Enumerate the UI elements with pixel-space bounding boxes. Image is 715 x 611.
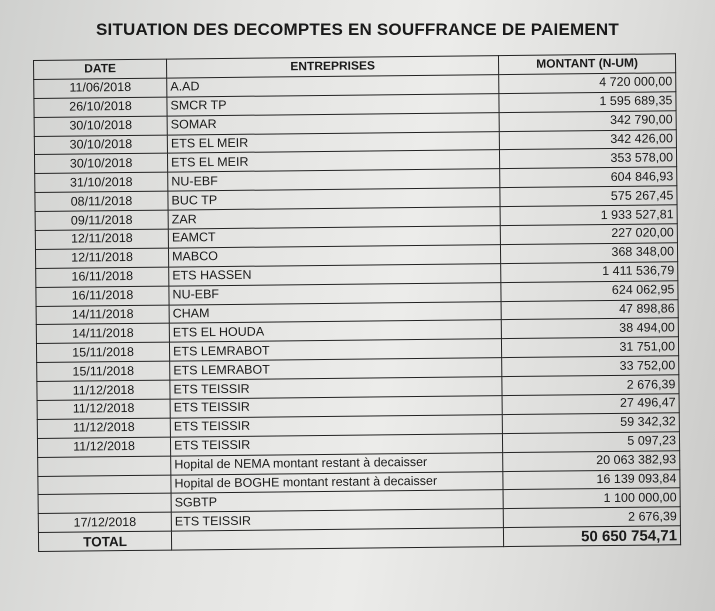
entreprise-cell: ETS TEISSIR	[170, 396, 502, 418]
date-cell: 12/11/2018	[35, 248, 168, 268]
entreprise-cell: ETS EL HOUDA	[169, 320, 501, 342]
payments-table	[33, 53, 681, 552]
montant-cell: 33 752,00	[502, 356, 679, 377]
total-empty-cell	[171, 528, 503, 550]
date-cell: 16/11/2018	[36, 267, 169, 287]
montant-cell: 624 062,95	[501, 280, 678, 301]
montant-cell: 59 342,32	[502, 413, 679, 434]
entreprise-cell: ETS TEISSIR	[170, 415, 502, 437]
date-cell: 30/10/2018	[34, 154, 167, 174]
entreprise-cell: ETS EL MEIR	[168, 150, 500, 172]
entreprise-cell: NU-EBF	[169, 282, 501, 304]
entreprise-cell: ETS LEMRABOT	[170, 358, 502, 380]
date-cell: 31/10/2018	[35, 172, 168, 192]
date-cell: 08/11/2018	[35, 191, 168, 211]
entreprise-cell: ETS TEISSIR	[171, 509, 503, 531]
total-label: TOTAL	[38, 531, 171, 551]
entreprise-cell: ETS LEMRABOT	[169, 339, 501, 361]
entreprise-cell: ETS TEISSIR	[170, 377, 502, 399]
montant-cell: 575 267,45	[500, 186, 677, 207]
montant-cell: 20 063 382,93	[503, 450, 680, 471]
entreprise-cell: BUC TP	[168, 188, 500, 210]
montant-cell: 2 676,39	[503, 507, 680, 528]
date-cell: 09/11/2018	[35, 210, 168, 230]
montant-cell: 16 139 093,84	[503, 469, 680, 490]
montant-cell: 368 348,00	[501, 243, 678, 264]
date-cell: 11/06/2018	[34, 78, 167, 98]
montant-cell: 353 578,00	[500, 148, 677, 169]
entreprise-cell: Hopital de BOGHE montant restant à decaisser	[171, 471, 503, 493]
header-date: DATE	[34, 59, 167, 79]
date-cell: 30/10/2018	[34, 116, 167, 136]
date-cell	[38, 475, 171, 495]
date-cell: 11/12/2018	[37, 380, 170, 400]
date-cell: 30/10/2018	[34, 135, 167, 155]
montant-cell: 4 720 000,00	[499, 73, 676, 94]
total-amount: 50 650 754,71	[504, 526, 681, 547]
montant-cell: 47 898,86	[501, 299, 678, 320]
entreprise-cell: NU-EBF	[168, 169, 500, 191]
header-montant: MONTANT (N-UM)	[499, 54, 676, 75]
header-entreprises: ENTREPRISES	[167, 56, 499, 78]
date-cell: 16/11/2018	[36, 286, 169, 306]
date-cell: 11/12/2018	[37, 418, 170, 438]
date-cell	[38, 456, 171, 476]
montant-cell: 604 846,93	[500, 167, 677, 188]
entreprise-cell: EAMCT	[168, 226, 500, 248]
date-cell: 14/11/2018	[36, 305, 169, 325]
entreprise-cell: ZAR	[168, 207, 500, 229]
date-cell: 11/12/2018	[37, 399, 170, 419]
entreprise-cell: SOMAR	[167, 112, 499, 134]
entreprise-cell: ETS HASSEN	[169, 263, 501, 285]
montant-cell: 227 020,00	[500, 224, 677, 245]
montant-cell: 38 494,00	[501, 318, 678, 339]
date-cell: 11/12/2018	[37, 437, 170, 457]
entreprise-cell: SGBTP	[171, 490, 503, 512]
entreprise-cell: ETS TEISSIR	[170, 433, 502, 455]
entreprise-cell: ETS EL MEIR	[167, 131, 499, 153]
date-cell: 26/10/2018	[34, 97, 167, 117]
table-body	[34, 73, 681, 533]
document-title: SITUATION DES DECOMPTES EN SOUFFRANCE DE PAIEMENT	[96, 20, 619, 39]
date-cell: 17/12/2018	[38, 512, 171, 532]
date-cell: 15/11/2018	[36, 342, 169, 362]
montant-cell: 342 426,00	[499, 129, 676, 150]
montant-cell: 1 933 527,81	[500, 205, 677, 226]
montant-cell: 1 100 000,00	[503, 488, 680, 509]
entreprise-cell: MABCO	[169, 245, 501, 267]
date-cell	[38, 494, 171, 514]
date-cell: 14/11/2018	[36, 324, 169, 344]
entreprise-cell: A.AD	[167, 75, 499, 97]
entreprise-cell: SMCR TP	[167, 93, 499, 115]
montant-cell: 1 411 536,79	[501, 262, 678, 283]
entreprise-cell: CHAM	[169, 301, 501, 323]
montant-cell: 342 790,00	[499, 110, 676, 131]
montant-cell: 31 751,00	[502, 337, 679, 358]
entreprise-cell: Hopital de NEMA montant restant à decaisser	[171, 452, 503, 474]
montant-cell: 2 676,39	[502, 375, 679, 396]
date-cell: 15/11/2018	[37, 361, 170, 381]
montant-cell: 5 097,23	[503, 432, 680, 453]
montant-cell: 27 496,47	[502, 394, 679, 415]
date-cell: 12/11/2018	[35, 229, 168, 249]
montant-cell: 1 595 689,35	[499, 92, 676, 113]
